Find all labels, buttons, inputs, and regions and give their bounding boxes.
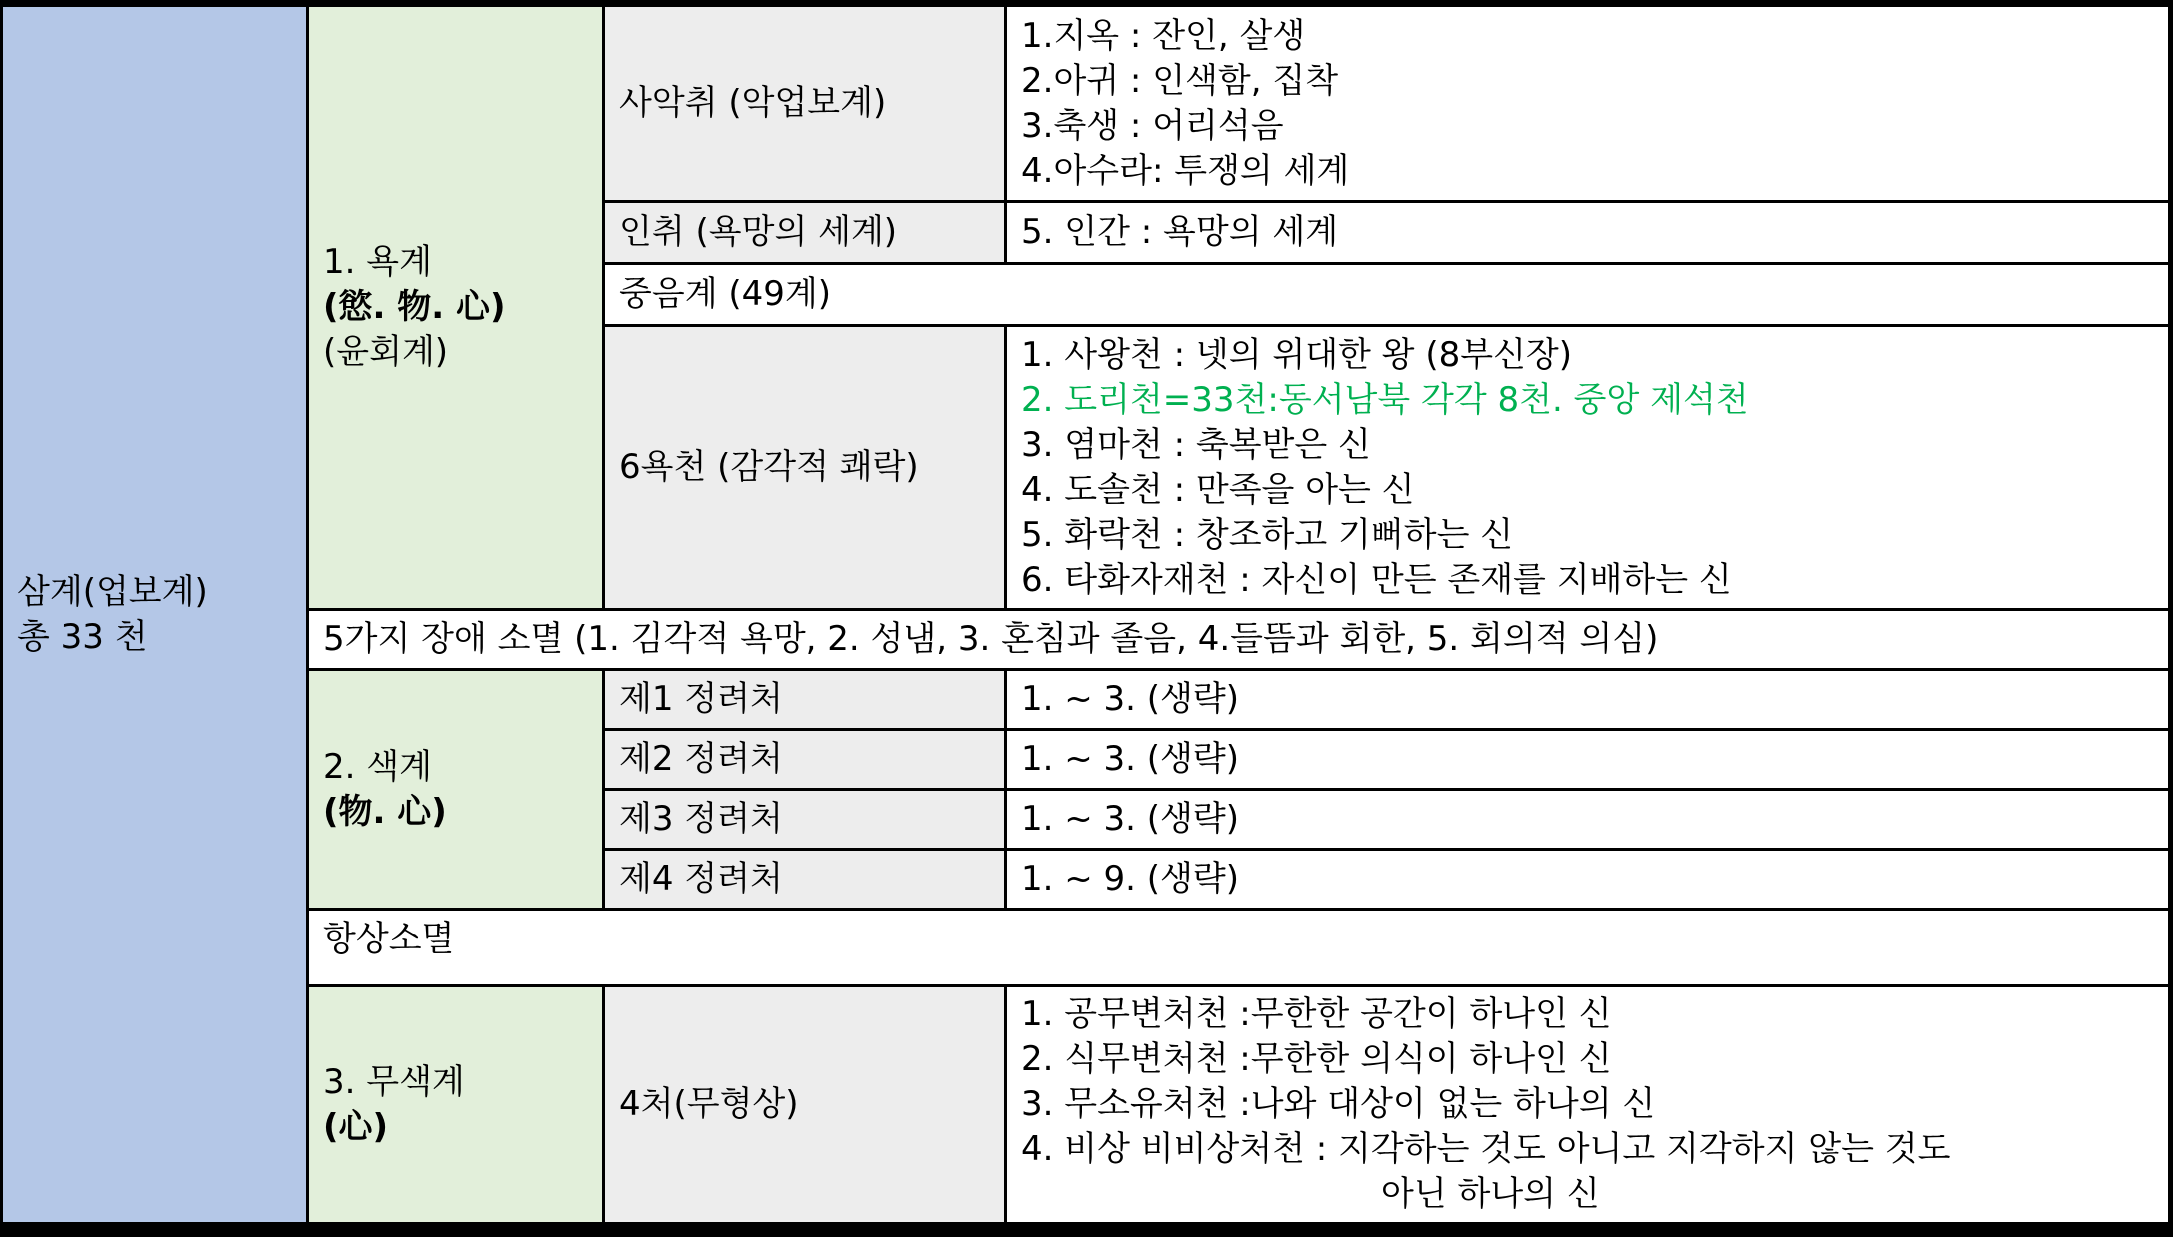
list-item: 3. 무소유처천 :나와 대상이 없는 하나의 신: [1021, 1084, 1656, 1124]
row-name: 제2 정려처: [604, 730, 1006, 790]
row-desc: 1. ~ 3. (생략): [1006, 670, 2170, 730]
list-item: 4. 도솔천 : 만족을 아는 신: [1021, 469, 1415, 510]
list-item: 5. 화락천 : 창조하고 기뻐하는 신: [1021, 514, 1514, 555]
list-item: 5. 인간 : 욕망의 세계: [1021, 212, 1339, 252]
row-name: 제4 정려처: [604, 850, 1006, 910]
realm3-elements: (心): [323, 1106, 389, 1147]
root-cell: [2, 6, 308, 1224]
list-item: 2.아귀 : 인색함, 집착: [1021, 60, 1339, 101]
list-item: 1. 사왕천 : 넷의 위대한 왕 (8부신장): [1021, 334, 1573, 375]
group-items: [1006, 326, 2170, 610]
list-item: 1.지옥 : 잔인, 살생: [1021, 15, 1306, 56]
group-items: [1006, 986, 2170, 1224]
root-title: 삼계(업보계): [17, 571, 208, 612]
list-item: 1. 공무변처천 :무한한 공간이 하나인 신: [1021, 994, 1612, 1034]
realm2-cell: [308, 670, 604, 910]
realm3-title: 3. 무색계: [323, 1061, 465, 1102]
list-item: 4. 비상 비비상처천 : 지각하는 것도 아니고 지각하지 않는 것도: [1021, 1129, 1951, 1169]
list-item: 6. 타화자재천 : 자신이 만든 존재를 지배하는 신: [1021, 559, 1732, 600]
row-desc: 1. ~ 3. (생략): [1006, 790, 2170, 850]
separator-five-hindrances: 5가지 장애 소멸 (1. 김각적 욕망, 2. 성냄, 3. 혼침과 졸음, 4.들뜸과 회한, 5. 회의적 의심): [308, 610, 2170, 670]
list-item: 3. 염마천 : 축복받은 신: [1021, 424, 1371, 465]
list-item: 3.축생 : 어리석음: [1021, 105, 1284, 146]
list-item: 4.아수라: 투쟁의 세계: [1021, 150, 1350, 191]
group-items: [1006, 202, 2170, 264]
realm2-title: 2. 색계: [323, 746, 432, 787]
realm3-cell: [308, 986, 604, 1224]
row-name: 제1 정려처: [604, 670, 1006, 730]
separator-always-cease: 항상소멸: [308, 910, 2170, 986]
row-desc: 1. ~ 3. (생략): [1006, 730, 2170, 790]
realm1-subtitle: (윤회계): [323, 332, 449, 372]
group-items: [1006, 6, 2170, 202]
group-name: 사악취 (악업보계): [604, 6, 1006, 202]
realm1-elements: (慾. 物. 心): [323, 287, 506, 327]
group-name: 중음계 (49계): [604, 264, 2170, 326]
row-name: 제3 정려처: [604, 790, 1006, 850]
list-item: 2. 식무변처천 :무한한 의식이 하나인 신: [1021, 1039, 1612, 1079]
realm1-cell: [308, 6, 604, 610]
group-name: 6욕천 (감각적 쾌락): [604, 326, 1006, 610]
root-total: 총 33 천: [17, 616, 148, 657]
list-item-highlighted: 2. 도리천=33천:동서남북 각각 8천. 중앙 제석천: [1021, 379, 1749, 420]
realm2-elements: (物. 心): [323, 791, 447, 832]
realm1-title: 1. 욕계: [323, 242, 432, 282]
list-item-continuation: 아닌 하나의 신: [1381, 1174, 1600, 1214]
samgye-table: [0, 4, 2171, 1225]
group-name: 인취 (욕망의 세계): [604, 202, 1006, 264]
group-name: 4처(무형상): [604, 986, 1006, 1224]
row-desc: 1. ~ 9. (생략): [1006, 850, 2170, 910]
